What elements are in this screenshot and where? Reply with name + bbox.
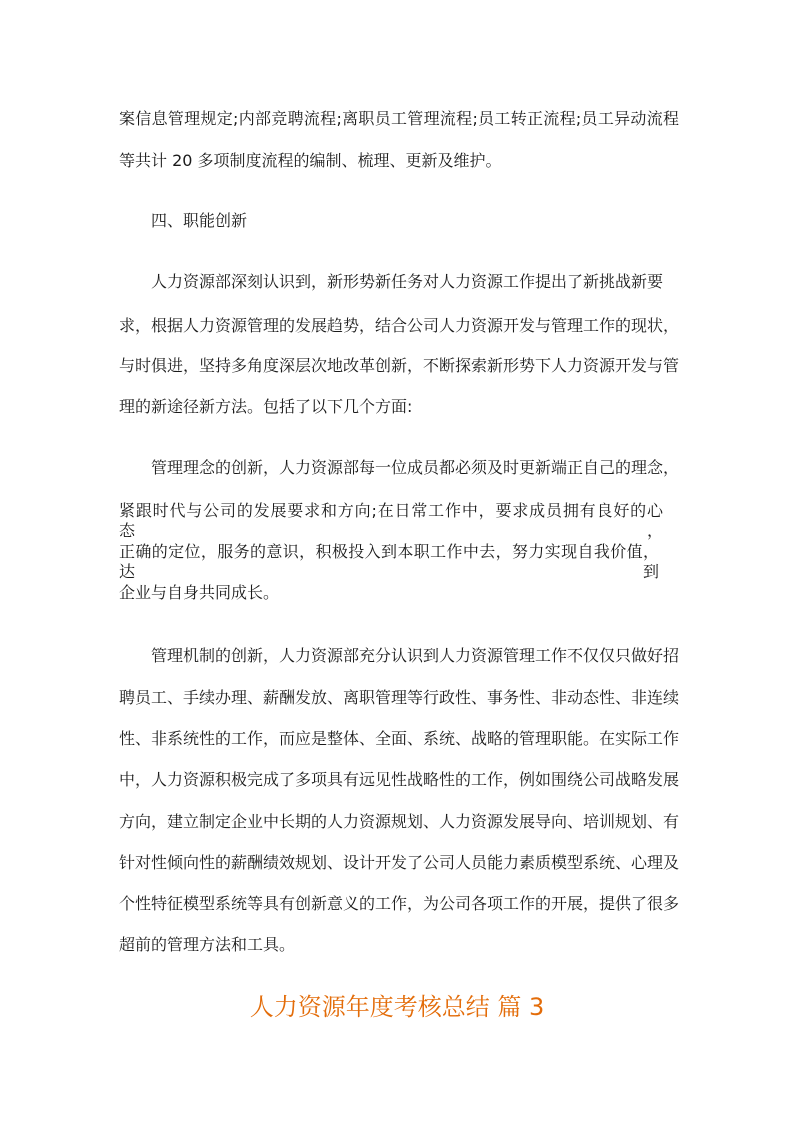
body-line: 个性特征模型系统等具有创新意义的工作，为公司各项工作的开展，提供了很多 — [119, 894, 680, 913]
section-title: 人力资源年度考核总结 篇 3 — [249, 993, 545, 1021]
body-line: 方向，建立制定企业中长期的人力资源规划、人力资源发展导向、培训规划、有 — [119, 812, 680, 831]
body-line: 等共计 20 多项制度流程的编制、梳理、更新及维护。 — [119, 151, 502, 170]
body-line: 企业与自身共同成长。 — [119, 583, 280, 602]
body-line: 聘员工、手续办理、薪酬发放、离职管理等行政性、事务性、非动态性、非连续 — [119, 688, 680, 707]
body-line: 与时俱进，坚持多角度深层次地改革创新，不断探索新形势下人力资源开发与管 — [119, 356, 680, 375]
body-line: 管理理念的创新，人力资源部每一位成员都必须及时更新端正自己的理念， — [151, 458, 680, 477]
body-line: 超前的管理方法和工具。 — [119, 935, 296, 954]
body-line: 求，根据人力资源管理的发展趋势，结合公司人力资源开发与管理工作的现状， — [119, 316, 680, 335]
body-line: 中，人力资源积极完成了多项具有远见性战略性的工作，例如围绕公司战略发展 — [119, 770, 680, 789]
body-line: 管理机制的创新，人力资源部充分认识到人力资源管理工作不仅仅只做好招 — [151, 646, 680, 665]
body-line: 人力资源部深刻认识到，新形势新任务对人力资源工作提出了新挑战新要 — [151, 272, 664, 291]
body-line: 案信息管理规定;内部竞聘流程;离职员工管理流程;员工转正流程;员工异动流程 — [119, 109, 679, 128]
body-line: 正确的定位，服务的意识，积极投入到本职工作中去，努力实现自我价值，达到 — [119, 542, 659, 581]
body-line: 性、非系统性的工作，而应是整体、全面、系统、战略的管理职能。在实际工作 — [119, 729, 680, 748]
body-line: 针对性倾向性的薪酬绩效规划、设计开发了公司人员能力素质模型系统、心理及 — [119, 853, 680, 872]
subsection-heading: 四、职能创新 — [151, 211, 248, 230]
body-line: 理的新途径新方法。包括了以下几个方面: — [119, 397, 413, 416]
body-line: 紧跟时代与公司的发展要求和方向;在日常工作中，要求成员拥有良好的心态， — [119, 501, 663, 540]
